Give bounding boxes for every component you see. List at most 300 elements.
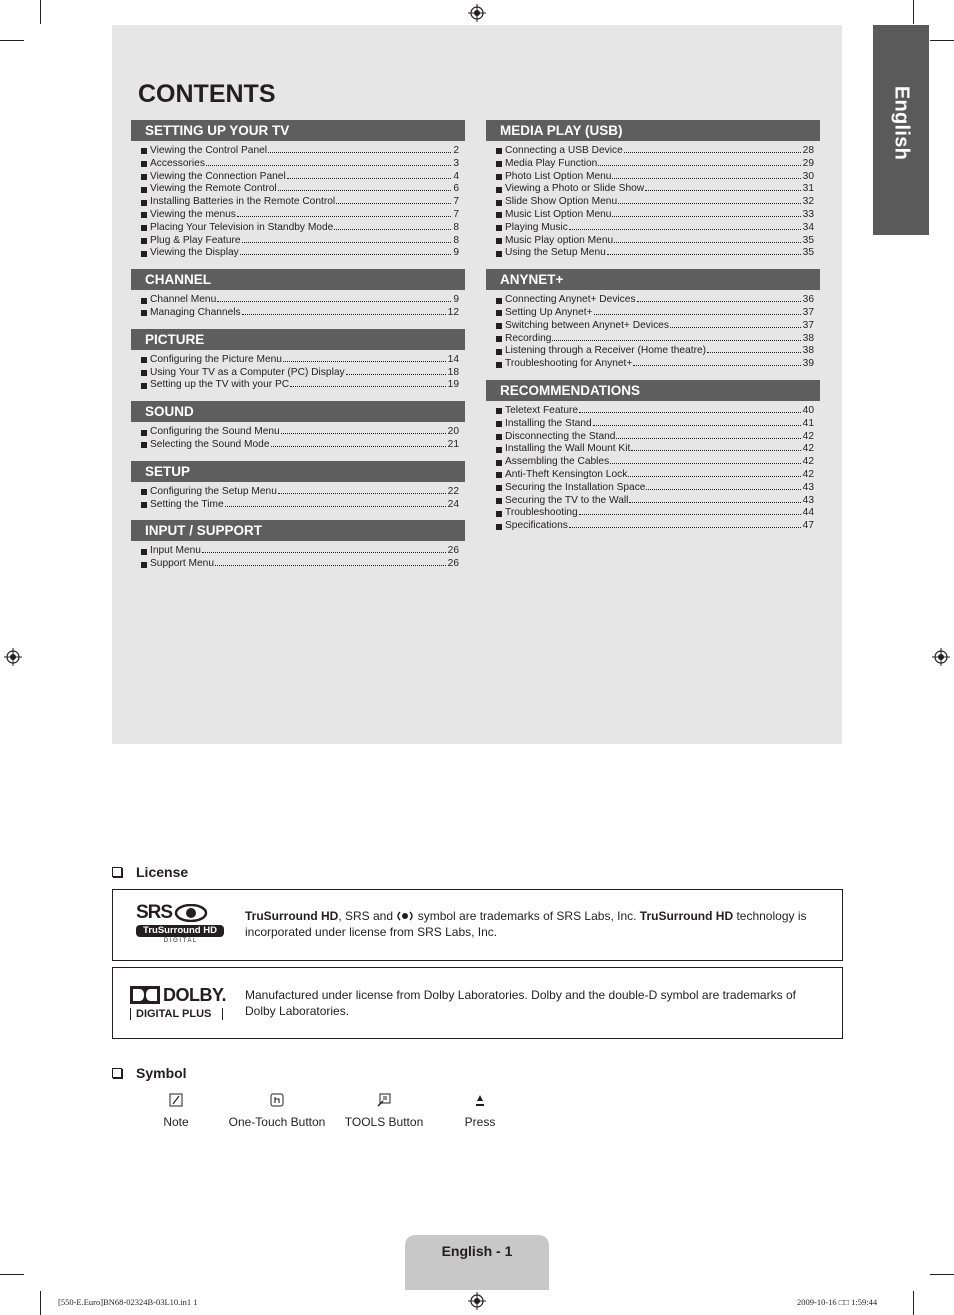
- license-heading-label: License: [136, 864, 189, 880]
- toc-item-list: [131, 422, 465, 461]
- toc-entry-label: Listening through a Receiver (Home theatre): [505, 345, 707, 357]
- toc-entry-label: Using the Setup Menu: [505, 247, 606, 259]
- toc-section-heading: CHANNEL: [131, 269, 465, 290]
- square-bullet-icon: [141, 148, 147, 154]
- dot-leader: [242, 242, 452, 243]
- toc-entry-page: 30: [802, 170, 814, 182]
- toc-entry-label: Securing the TV to the Wall: [505, 494, 629, 506]
- square-bullet-icon: [496, 174, 502, 180]
- crop-mark: [913, 0, 914, 24]
- page-number-label: English - 1: [441, 1243, 513, 1259]
- dot-leader: [707, 352, 801, 353]
- toc-section-heading: SETUP: [131, 461, 465, 482]
- square-bullet-icon: [141, 383, 147, 389]
- toc-entry-page: 9: [453, 247, 459, 259]
- toc-entry-page: 38: [802, 332, 814, 344]
- toc-entry-label: Slide Show Option Menu: [505, 196, 618, 208]
- toc-entry[interactable]: [496, 247, 814, 260]
- toc-entry-label: Viewing the Display: [150, 247, 239, 259]
- toc-entry-page: 43: [802, 494, 814, 506]
- dot-leader: [670, 327, 801, 328]
- toc-entry-page: 14: [447, 353, 459, 365]
- dot-leader: [287, 178, 452, 179]
- dot-leader: [628, 476, 800, 477]
- toc-entry[interactable]: [141, 158, 459, 171]
- toc-entry-page: 22: [447, 485, 459, 497]
- one-touch-icon: [270, 1093, 284, 1107]
- toc-entry-label: Installing Batteries in the Remote Control: [150, 196, 336, 208]
- toc-entry[interactable]: [141, 379, 459, 392]
- dot-leader: [278, 190, 452, 191]
- dot-leader: [569, 229, 801, 230]
- square-bullet-icon: [141, 212, 147, 218]
- dot-leader: [612, 216, 800, 217]
- toc-entry-page: 35: [802, 234, 814, 246]
- toc-entry[interactable]: [141, 367, 459, 380]
- dot-leader: [283, 361, 446, 362]
- toc-entry-page: 20: [447, 426, 459, 438]
- toc-entry-label: Installing the Stand: [505, 417, 592, 429]
- dot-leader: [579, 514, 801, 515]
- toc-entry-label: Installing the Wall Mount Kit: [505, 443, 631, 455]
- toc-entry-page: 32: [802, 196, 814, 208]
- toc-item-list: [131, 541, 465, 580]
- toc-entry-page: 3: [453, 157, 459, 169]
- toc-entry-label: Securing the Installation Space: [505, 481, 646, 493]
- toc-entry-label: Recording: [505, 332, 552, 344]
- note-icon: [169, 1093, 183, 1107]
- toc-section: [131, 401, 465, 461]
- srs-logo-badge: TruSurround HD: [136, 925, 224, 937]
- toc-entry-page: 36: [802, 294, 814, 306]
- toc-section-heading: PICTURE: [131, 329, 465, 350]
- square-bullet-icon: [141, 238, 147, 244]
- symbol-press-label: Press: [464, 1115, 496, 1129]
- toc-entry-label: Music List Option Menu: [505, 208, 612, 220]
- dot-leader: [616, 438, 800, 439]
- toc-entry[interactable]: [141, 183, 459, 196]
- toc-section: [486, 269, 820, 380]
- symbol-note: [146, 1093, 206, 1129]
- dot-leader: [631, 450, 800, 451]
- toc-entry[interactable]: [141, 235, 459, 248]
- crop-mark: [0, 1274, 24, 1275]
- print-date-info: 2009-10-16 □□ 1:59:44: [797, 1297, 878, 1307]
- square-bullet-icon: [496, 421, 502, 427]
- toc-entry[interactable]: [141, 558, 459, 571]
- square-bullet-icon: [141, 187, 147, 193]
- dot-leader: [225, 506, 446, 507]
- srs-logo-text: SRS: [136, 902, 173, 923]
- dot-leader: [346, 374, 446, 375]
- toc-section: [131, 461, 465, 521]
- toc-entry-label: Setting the Time: [150, 498, 224, 510]
- dot-leader: [610, 463, 800, 464]
- toc-entry-page: 37: [802, 306, 814, 318]
- square-bullet-icon: [141, 370, 147, 376]
- square-bullet-icon: [496, 298, 502, 304]
- symbol-one-touch-label: One-Touch Button: [228, 1115, 326, 1129]
- square-bullet-icon: [141, 357, 147, 363]
- toc-entry[interactable]: [496, 469, 814, 482]
- square-bullet-icon: [496, 472, 502, 478]
- toc-entry-label: Anti-Theft Kensington Lock: [505, 468, 628, 480]
- symbol-heading-label: Symbol: [136, 1065, 187, 1081]
- square-bullet-icon: [141, 200, 147, 206]
- toc-section: [131, 120, 465, 269]
- toc-entry-page: 26: [447, 545, 459, 557]
- crop-mark: [0, 40, 24, 41]
- toc-entry-page: 42: [802, 456, 814, 468]
- toc-entry[interactable]: [141, 171, 459, 184]
- toc-entry[interactable]: [496, 145, 814, 158]
- square-bullet-icon: [141, 174, 147, 180]
- toc-entry[interactable]: [496, 235, 814, 248]
- toc-entry[interactable]: [496, 482, 814, 495]
- registration-mark-icon: [4, 648, 22, 666]
- toc-entry-label: Viewing the Connection Panel: [150, 170, 286, 182]
- toc-entry-label: Support Menu: [150, 558, 214, 570]
- toc-entry-page: 34: [802, 221, 814, 233]
- dot-leader: [202, 552, 446, 553]
- toc-section: [486, 380, 820, 542]
- dot-leader: [242, 314, 446, 315]
- toc-section: [131, 329, 465, 401]
- crop-mark: [40, 1291, 41, 1315]
- toc-entry-label: Configuring the Sound Menu: [150, 426, 280, 438]
- toc-section-heading: SETTING UP YOUR TV: [131, 120, 465, 141]
- symbol-tools-label: TOOLS Button: [344, 1115, 424, 1129]
- language-side-tab: [873, 25, 929, 235]
- toc-entry-page: 8: [453, 234, 459, 246]
- toc-entry[interactable]: [496, 418, 814, 431]
- toc-entry[interactable]: [496, 358, 814, 371]
- square-bullet-icon: [496, 447, 502, 453]
- srs-brand-bold: TruSurround HD: [639, 909, 734, 923]
- toc-entry[interactable]: [496, 333, 814, 346]
- dot-leader: [217, 301, 451, 302]
- toc-entry[interactable]: [141, 247, 459, 260]
- toc-entry[interactable]: [496, 294, 814, 307]
- square-bullet-icon: [496, 148, 502, 154]
- toc-entry-label: Photo List Option Menu: [505, 170, 612, 182]
- toc-entry[interactable]: [141, 222, 459, 235]
- toc-entry-label: Specifications: [505, 520, 568, 532]
- toc-entry[interactable]: [496, 307, 814, 320]
- square-bullet-icon: [496, 212, 502, 218]
- square-bullet-icon: [496, 408, 502, 414]
- symbol-one-touch: [222, 1093, 332, 1129]
- toc-entry[interactable]: [141, 499, 459, 512]
- dot-leader: [598, 165, 800, 166]
- square-bullet-icon: [141, 161, 147, 167]
- toc-entry-label: Viewing the menus: [150, 208, 236, 220]
- toc-item-list: [131, 141, 465, 269]
- square-bullet-icon: [141, 502, 147, 508]
- dot-leader: [594, 314, 801, 315]
- toc-entry[interactable]: [496, 171, 814, 184]
- press-icon: [473, 1093, 487, 1107]
- square-bullet-icon: [496, 349, 502, 355]
- toc-entry[interactable]: [496, 495, 814, 508]
- toc-entry-page: 44: [802, 507, 814, 519]
- toc-entry[interactable]: [141, 354, 459, 367]
- toc-entry[interactable]: [141, 294, 459, 307]
- toc-entry-page: 38: [802, 345, 814, 357]
- square-bullet-icon: [141, 442, 147, 448]
- toc-entry-page: 39: [802, 358, 814, 370]
- toc-entry[interactable]: [496, 158, 814, 171]
- toc-entry-page: 2: [453, 145, 459, 156]
- dot-leader: [579, 412, 801, 413]
- print-file-info: [550-E.Euro]BN68-02324B-03L10.in1 1: [58, 1297, 198, 1307]
- toc-entry-label: Connecting Anynet+ Devices: [505, 294, 636, 306]
- toc-item-list: [131, 482, 465, 521]
- dot-leader: [593, 425, 801, 426]
- toc-entry-label: Viewing a Photo or Slide Show: [505, 183, 645, 195]
- toc-entry-page: 26: [447, 558, 459, 570]
- toc-entry[interactable]: [141, 209, 459, 222]
- toc-section: [131, 269, 465, 329]
- dolby-license-text: Manufactured under license from Dolby Laboratories. Dolby and the double-D symbol are trademarks of Dolby Laboratories.: [245, 988, 796, 1018]
- toc-entry[interactable]: [141, 307, 459, 320]
- dot-leader: [237, 216, 451, 217]
- toc-entry-label: Channel Menu: [150, 294, 217, 306]
- toc-entry-label: Media Play Function: [505, 157, 598, 169]
- square-bullet-icon: [141, 489, 147, 495]
- square-bullet-icon: [496, 336, 502, 342]
- checkbox-bullet-icon: [112, 1068, 122, 1078]
- toc-entry-page: 8: [453, 221, 459, 233]
- toc-entry-page: 24: [447, 498, 459, 510]
- dolby-logo-subtext: DIGITAL PLUS: [130, 1008, 223, 1020]
- toc-entry-label: Switching between Anynet+ Devices: [505, 319, 669, 331]
- dolby-license-box: [112, 967, 843, 1039]
- dot-leader: [612, 178, 800, 179]
- registration-mark-icon: [468, 4, 486, 22]
- symbol-note-label: Note: [163, 1115, 189, 1129]
- toc-item-list: [486, 401, 820, 542]
- dot-leader: [268, 152, 451, 153]
- toc-entry-page: 21: [447, 438, 459, 450]
- square-bullet-icon: [496, 310, 502, 316]
- page-title: CONTENTS: [138, 80, 276, 108]
- registration-mark-icon: [468, 1292, 486, 1310]
- toc-entry-page: 31: [802, 183, 814, 195]
- toc-entry[interactable]: [141, 545, 459, 558]
- dot-leader: [618, 203, 801, 204]
- dot-leader: [629, 502, 800, 503]
- toc-entry-label: Accessories: [150, 157, 205, 169]
- toc-entry[interactable]: [496, 507, 814, 520]
- toc-entry[interactable]: [496, 456, 814, 469]
- page-number-tab: [405, 1235, 549, 1290]
- dot-leader: [334, 229, 451, 230]
- toc-entry-label: Troubleshooting for Anynet+: [505, 358, 633, 370]
- crop-mark: [930, 1274, 954, 1275]
- dot-leader: [215, 565, 446, 566]
- srs-logo-subtext: D I G I T A L: [163, 938, 197, 944]
- toc-entry-page: 42: [802, 443, 814, 455]
- square-bullet-icon: [496, 434, 502, 440]
- square-bullet-icon: [496, 225, 502, 231]
- toc-section-heading: SOUND: [131, 401, 465, 422]
- dot-leader: [278, 493, 446, 494]
- toc-entry-page: 6: [453, 183, 459, 195]
- toc-entry-label: Configuring the Setup Menu: [150, 485, 277, 497]
- square-bullet-icon: [496, 524, 502, 530]
- square-bullet-icon: [141, 562, 147, 568]
- square-bullet-icon: [496, 187, 502, 193]
- toc-entry-page: 33: [802, 208, 814, 220]
- toc-entry[interactable]: [141, 145, 459, 158]
- toc-entry-page: 37: [802, 319, 814, 331]
- toc-entry-page: 28: [802, 145, 814, 156]
- square-bullet-icon: [496, 161, 502, 167]
- toc-entry[interactable]: [496, 431, 814, 444]
- toc-entry-page: 7: [453, 208, 459, 220]
- srs-circle-icon: [174, 904, 208, 922]
- dot-leader: [290, 386, 446, 387]
- square-bullet-icon: [496, 251, 502, 257]
- square-bullet-icon: [141, 251, 147, 257]
- square-bullet-icon: [496, 238, 502, 244]
- crop-mark: [913, 1291, 914, 1315]
- toc-entry-label: Configuring the Picture Menu: [150, 353, 282, 365]
- language-side-tab-label: English: [890, 85, 913, 161]
- toc-entry-label: Viewing the Control Panel: [150, 145, 268, 156]
- toc-entry-label: Managing Channels: [150, 306, 241, 318]
- srs-text-part: symbol are trademarks of SRS Labs, Inc.: [414, 909, 640, 923]
- toc-entry-label: Teletext Feature: [505, 404, 579, 416]
- dolby-logo: [130, 985, 230, 1025]
- toc-entry-page: 9: [453, 294, 459, 306]
- square-bullet-icon: [141, 225, 147, 231]
- toc-right-column: [486, 120, 820, 542]
- square-bullet-icon: [496, 362, 502, 368]
- toc-entry[interactable]: [496, 443, 814, 456]
- toc-item-list: [131, 350, 465, 401]
- dot-leader: [607, 254, 801, 255]
- toc-left-column: [131, 120, 465, 580]
- license-heading: [112, 864, 188, 880]
- toc-entry-label: Setting Up Anynet+: [505, 306, 593, 318]
- square-bullet-icon: [496, 498, 502, 504]
- toc-entry[interactable]: [496, 345, 814, 358]
- dot-leader: [569, 527, 801, 528]
- srs-symbol-icon: [396, 911, 414, 921]
- toc-entry-page: 29: [802, 157, 814, 169]
- toc-section-heading: ANYNET+: [486, 269, 820, 290]
- square-bullet-icon: [496, 460, 502, 466]
- toc-entry[interactable]: [496, 196, 814, 209]
- dot-leader: [646, 489, 800, 490]
- toc-entry[interactable]: [496, 222, 814, 235]
- dot-leader: [271, 446, 446, 447]
- registration-mark-icon: [932, 648, 950, 666]
- toc-entry-page: 40: [802, 404, 814, 416]
- dot-leader: [336, 203, 451, 204]
- toc-entry[interactable]: [496, 520, 814, 533]
- toc-section-heading: RECOMMENDATIONS: [486, 380, 820, 401]
- dot-leader: [637, 301, 801, 302]
- toc-entry-label: Using Your TV as a Computer (PC) Display: [150, 366, 345, 378]
- toc-entry-label: Disconnecting the Stand: [505, 430, 616, 442]
- toc-entry-label: Selecting the Sound Mode: [150, 438, 270, 450]
- toc-item-list: [486, 290, 820, 380]
- toc-section: [131, 520, 465, 580]
- toc-item-list: [486, 141, 820, 269]
- toc-entry-label: Viewing the Remote Control: [150, 183, 277, 195]
- toc-section: [486, 120, 820, 269]
- srs-text-part: , SRS and: [338, 909, 397, 923]
- symbol-tools: [339, 1093, 429, 1129]
- crop-mark: [40, 0, 41, 24]
- dot-leader: [552, 340, 800, 341]
- srs-license-box: [112, 889, 843, 961]
- toc-entry-page: 18: [447, 366, 459, 378]
- toc-entry[interactable]: [141, 439, 459, 452]
- toc-entry-page: 42: [802, 430, 814, 442]
- symbol-press: [455, 1093, 505, 1129]
- toc-entry[interactable]: [496, 209, 814, 222]
- toc-entry[interactable]: [496, 405, 814, 418]
- srs-brand-bold: TruSurround HD: [245, 909, 339, 923]
- toc-section-heading: INPUT / SUPPORT: [131, 520, 465, 541]
- srs-logo: [136, 904, 224, 946]
- dot-leader: [614, 242, 801, 243]
- toc-item-list: [131, 290, 465, 329]
- toc-entry-page: 43: [802, 481, 814, 493]
- tools-icon: [377, 1093, 391, 1107]
- toc-entry-label: Troubleshooting: [505, 507, 578, 519]
- toc-entry-page: 4: [453, 170, 459, 182]
- square-bullet-icon: [141, 549, 147, 555]
- toc-entry-label: Playing Music: [505, 221, 568, 233]
- dot-leader: [633, 365, 800, 366]
- toc-entry-label: Placing Your Television in Standby Mode: [150, 221, 334, 233]
- toc-entry-page: 47: [802, 520, 814, 532]
- toc-entry-label: Music Play option Menu: [505, 234, 614, 246]
- toc-entry[interactable]: [141, 486, 459, 499]
- toc-entry-page: 35: [802, 247, 814, 259]
- toc-entry[interactable]: [141, 426, 459, 439]
- dolby-double-d-icon: [130, 986, 160, 1004]
- srs-text-part: technology is incorporated under license from SRS Labs, Inc.: [245, 909, 807, 939]
- toc-section-heading: MEDIA PLAY (USB): [486, 120, 820, 141]
- dot-leader: [281, 433, 446, 434]
- square-bullet-icon: [141, 430, 147, 436]
- crop-mark: [930, 40, 954, 41]
- square-bullet-icon: [496, 323, 502, 329]
- square-bullet-icon: [496, 485, 502, 491]
- srs-license-text: [245, 908, 820, 940]
- toc-entry-label: Connecting a USB Device: [505, 145, 623, 156]
- toc-entry[interactable]: [496, 183, 814, 196]
- dolby-logo-text: DOLBY.: [163, 984, 227, 1005]
- dot-leader: [206, 165, 451, 166]
- toc-entry[interactable]: [496, 320, 814, 333]
- square-bullet-icon: [496, 511, 502, 517]
- toc-entry-page: 19: [447, 379, 459, 391]
- toc-entry-label: Setting up the TV with your PC: [150, 379, 290, 391]
- toc-entry-page: 41: [802, 417, 814, 429]
- toc-entry-label: Input Menu: [150, 545, 201, 557]
- square-bullet-icon: [141, 298, 147, 304]
- toc-entry[interactable]: [141, 196, 459, 209]
- square-bullet-icon: [141, 310, 147, 316]
- toc-entry-page: 7: [453, 196, 459, 208]
